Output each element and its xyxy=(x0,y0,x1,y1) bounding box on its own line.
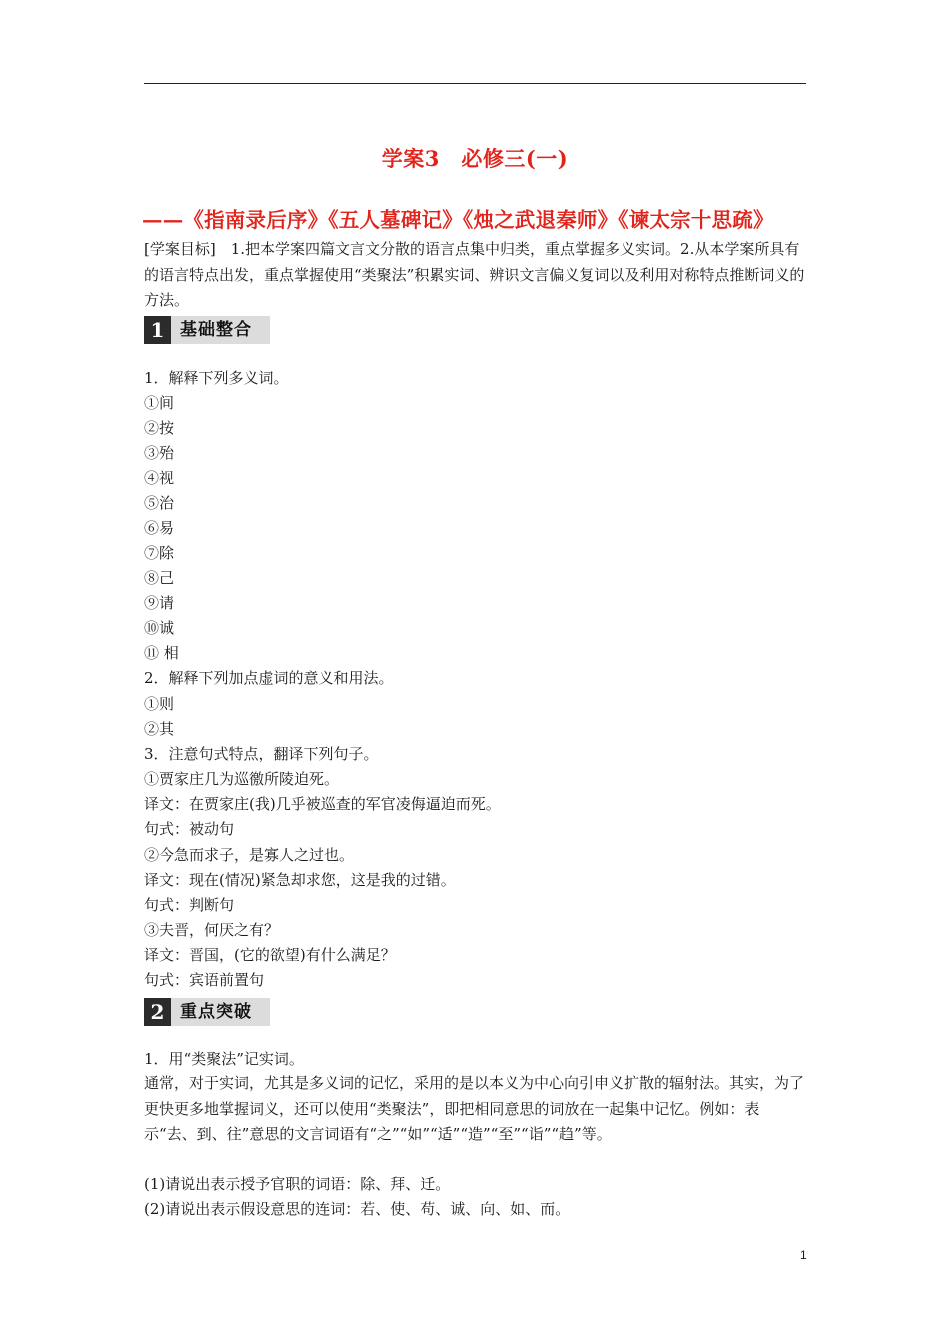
list-item: ⑥易 xyxy=(144,519,175,537)
question-3: 3．注意句式特点，翻译下列句子。 xyxy=(144,745,379,763)
page-number: 1 xyxy=(800,1248,807,1262)
list-item: ⑧己 xyxy=(144,569,175,587)
list-item: ①则 xyxy=(144,695,175,713)
list-item: ①间 xyxy=(144,394,175,412)
sentence-line: 句式：宾语前置句 xyxy=(144,971,265,989)
sentence-line: 句式：被动句 xyxy=(144,820,235,838)
list-item: ⑨请 xyxy=(144,594,175,612)
header-rule xyxy=(144,83,806,84)
section-header-basic xyxy=(144,316,270,344)
sentence-line: 译文：晋国，(它的欲望)有什么满足？ xyxy=(144,946,396,964)
section-number: 1 xyxy=(144,316,171,344)
list-item: ⑦除 xyxy=(144,544,175,562)
section-number: 2 xyxy=(144,998,171,1026)
sub-question: (1)请说出表示授予官职的词语：除、拜、迁。 xyxy=(144,1175,451,1193)
section-label: 基础整合 xyxy=(180,320,252,340)
section-label: 重点突破 xyxy=(180,1002,252,1022)
question-1: 1．用“类聚法”记实词。 xyxy=(144,1050,304,1068)
sentence-line: ②今急而求子，是寡人之过也。 xyxy=(144,846,355,864)
list-item: ⑩诚 xyxy=(144,619,175,637)
learning-goal: [学案目标] 1.把本学案四篇文言文分散的语言点集中归类，重点掌握多义实词。2.从本学案所具有的语言特点出发，重点掌握使用“类聚法”积累实词、辨识文言偏义复词以及利用对称特点推断词义的方法。 xyxy=(144,240,805,309)
list-item: ②其 xyxy=(144,720,175,738)
list-item: ③殆 xyxy=(144,444,175,462)
sub-question: (2)请说出表示假设意思的连词：若、使、苟、诚、向、如、而。 xyxy=(144,1200,571,1218)
list-item: ⑤治 xyxy=(144,494,175,512)
sentence-line: 句式：判断句 xyxy=(144,896,235,914)
list-item: ②按 xyxy=(144,419,175,437)
sentence-line: 译文：在贾家庄(我)几乎被巡查的军官凌侮逼迫而死。 xyxy=(144,795,501,813)
body-paragraph: 通常，对于实词，尤其是多义词的记忆，采用的是以本义为中心向引申义扩散的辐射法。其实，为了更快更多地掌握词义，还可以使用“类聚法”，即把相同意思的词放在一起集中记忆。例如：表示“去、到、往”意思的文言词语有“之”“如”“适”“造”“至”“诣”“趋”等。 xyxy=(144,1074,805,1143)
page-subtitle: ——《指南录后序》《五人墓碑记》《烛之武退秦师》《谏太宗十思疏》 xyxy=(142,208,774,232)
list-item: ④视 xyxy=(144,469,175,487)
question-2: 2．解释下列加点虚词的意义和用法。 xyxy=(144,669,394,687)
sentence-line: ①贾家庄几为巡徼所陵迫死。 xyxy=(144,770,340,788)
list-item: ⑪ 相 xyxy=(144,644,179,662)
sentence-line: 译文：现在(情况)紧急却求您，这是我的过错。 xyxy=(144,871,456,889)
section-header-key xyxy=(144,998,270,1026)
page-title: 学案3 必修三(一) xyxy=(381,146,569,171)
sentence-line: ③夫晋，何厌之有？ xyxy=(144,921,280,939)
question-1: 1．解释下列多义词。 xyxy=(144,369,289,387)
